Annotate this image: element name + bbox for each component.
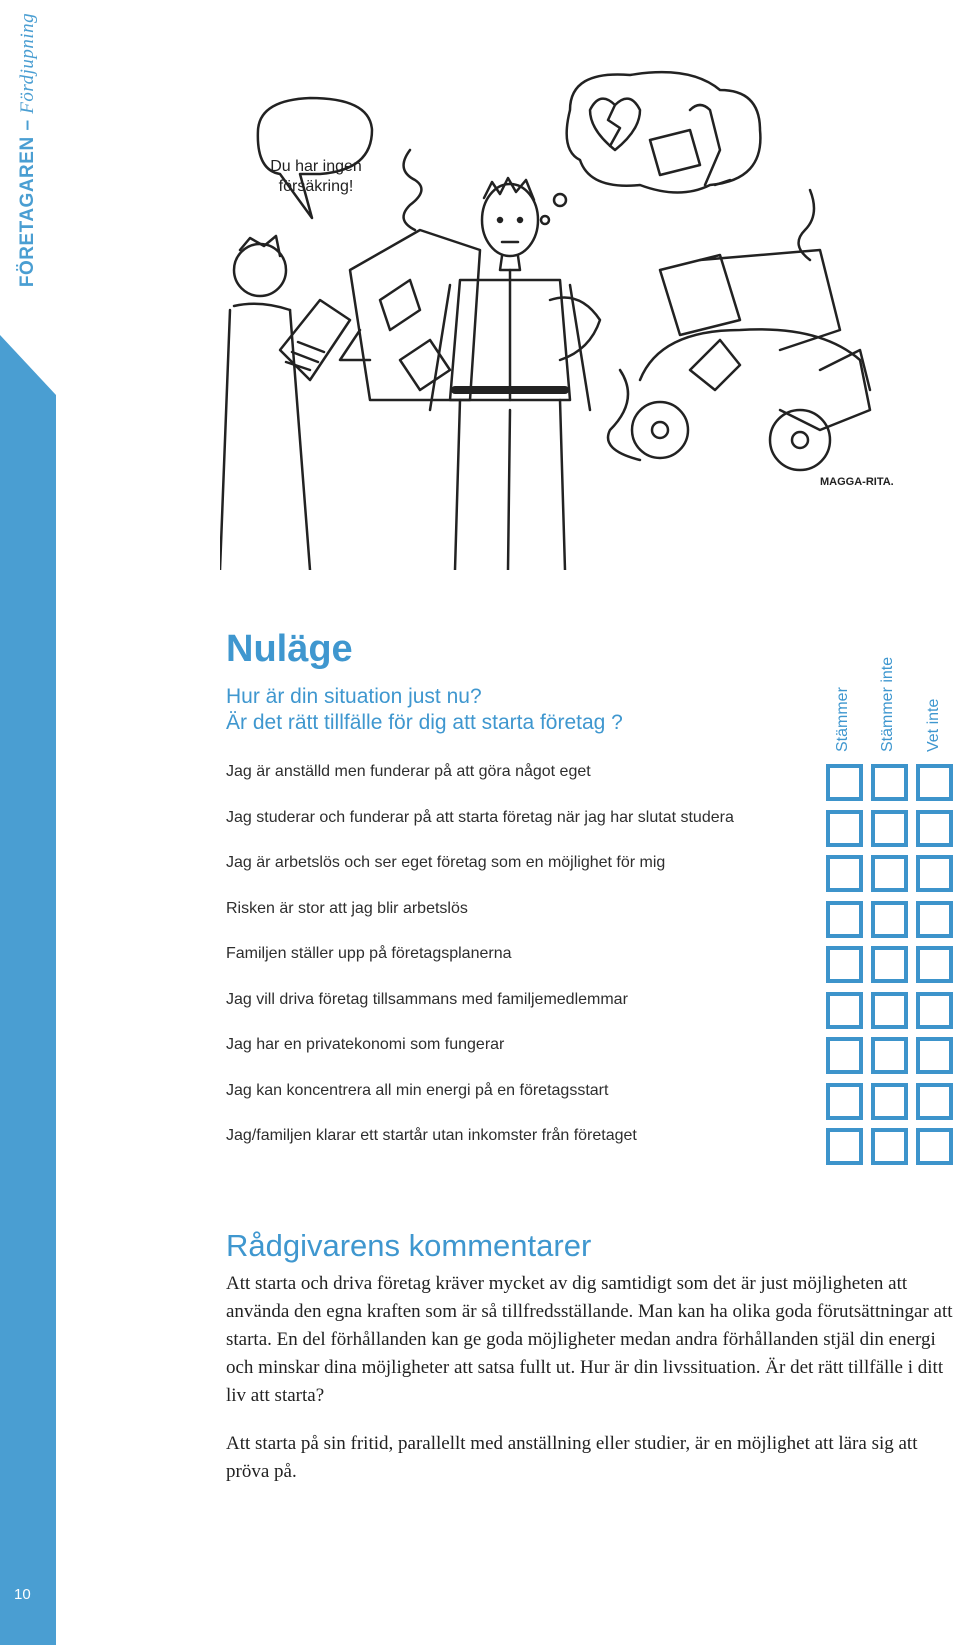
checkbox-row [826, 855, 960, 901]
checkbox-row [826, 946, 960, 992]
sidebar-dash: – [17, 113, 38, 137]
statement-2: Jag studerar och funderar på att starta företag när jag har slutat studera [226, 808, 734, 826]
checkbox-row [826, 1037, 960, 1083]
statement-7: Jag har en privatekonomi som fungerar [226, 1036, 505, 1053]
section-subtitle [226, 684, 623, 736]
sidebar-title [17, 13, 39, 287]
checkbox-stammer-inte[interactable] [871, 1128, 908, 1165]
checkbox-stammer[interactable] [826, 810, 863, 847]
advisor-paragraph-2-text: Att starta på sin fritid, parallellt med anställning eller studier, är en möjlighet att lära sig att pröva på. [226, 1433, 918, 1482]
checkbox-stammer-inte[interactable] [871, 992, 908, 1029]
subtitle-line-2: Är det rätt tillfälle för dig att starta företag ? [226, 711, 623, 734]
section-title: Nuläge [226, 628, 353, 670]
sidebar [0, 0, 56, 1645]
statement-6: Jag vill driva företag tillsammans med familjemedlemmar [226, 990, 628, 1008]
column-header-vet-inte: Vet inte [925, 698, 942, 752]
checkbox-row [826, 1128, 960, 1174]
checkbox-stammer[interactable] [826, 1083, 863, 1120]
checkbox-row [826, 810, 960, 856]
statement-8: Jag kan koncentrera all min energi på en företagsstart [226, 1081, 609, 1099]
statement-9: Jag/familjen klarar ett startår utan inkomster från företaget [226, 1127, 637, 1144]
advisor-paragraph-1 [226, 1270, 960, 1410]
checkbox-stammer-inte[interactable] [871, 1037, 908, 1074]
checkbox-vet-inte[interactable] [916, 1083, 953, 1120]
checkbox-vet-inte[interactable] [916, 764, 953, 801]
advisor-heading: Rådgivarens kommentarer [226, 1228, 592, 1263]
checkbox-vet-inte[interactable] [916, 992, 953, 1029]
statement-1: Jag är anställd men funderar på att göra något eget [226, 763, 591, 780]
checkbox-stammer-inte[interactable] [871, 1083, 908, 1120]
statement-list [226, 762, 806, 1172]
checkbox-stammer[interactable] [826, 1128, 863, 1165]
checkbox-stammer[interactable] [826, 946, 863, 983]
checkbox-vet-inte[interactable] [916, 901, 953, 938]
checkbox-row [826, 764, 960, 810]
sidebar-subtitle: Fördjupning [17, 12, 38, 114]
speech-bubble-line-1: Du har ingen [270, 158, 362, 175]
statement-3: Jag är arbetslös och ser eget företag som en möjlighet för mig [226, 854, 666, 871]
checkbox-row [826, 1083, 960, 1129]
checkbox-stammer-inte[interactable] [871, 764, 908, 801]
checkbox-row [826, 992, 960, 1038]
checkbox-row [826, 901, 960, 947]
subtitle-line-1: Hur är din situation just nu? [226, 685, 482, 708]
checkbox-vet-inte[interactable] [916, 1037, 953, 1074]
checkbox-stammer-inte[interactable] [871, 901, 908, 938]
advisor-paragraph-1-text: Att starta och driva företag kräver mycket av dig samtidigt som det är just möjligheten att använda den egna kraften som är så tillfredsställande. Man kan ha olika goda förutsättningar att starta. En del förhållanden kan ge goda möjligheter medan andra förhållanden stjäl din energi och minskar dina möjligheter att satsa fullt ut. Hur är din livssituation. Är det rätt tillfälle i ditt liv att starta? [226, 1273, 953, 1406]
checkbox-vet-inte[interactable] [916, 1128, 953, 1165]
column-header-stammer: Stämmer [834, 687, 851, 752]
sidebar-brand: FÖRETAGAREN [17, 136, 38, 288]
column-header-stammer-inte: Stämmer inte [879, 656, 896, 752]
checkbox-vet-inte[interactable] [916, 855, 953, 892]
checkbox-vet-inte[interactable] [916, 946, 953, 983]
artist-signature: MAGGA-RITA. [820, 476, 894, 488]
cartoon-illustration [220, 70, 930, 570]
checkbox-stammer[interactable] [826, 855, 863, 892]
advisor-paragraph-2 [226, 1430, 960, 1486]
page-number: 10 [14, 1586, 31, 1603]
statement-4: Risken är stor att jag blir arbetslös [226, 899, 468, 917]
checkbox-stammer[interactable] [826, 1037, 863, 1074]
speech-bubble-line-2: försäkring! [278, 178, 354, 195]
statement-5: Familjen ställer upp på företagsplanerna [226, 945, 512, 962]
checkbox-stammer-inte[interactable] [871, 946, 908, 983]
checkbox-stammer-inte[interactable] [871, 855, 908, 892]
checkbox-stammer-inte[interactable] [871, 810, 908, 847]
checkbox-stammer[interactable] [826, 992, 863, 1029]
checkbox-stammer[interactable] [826, 901, 863, 938]
checkbox-grid [826, 764, 960, 1174]
checkbox-vet-inte[interactable] [916, 810, 953, 847]
checkbox-stammer[interactable] [826, 764, 863, 801]
